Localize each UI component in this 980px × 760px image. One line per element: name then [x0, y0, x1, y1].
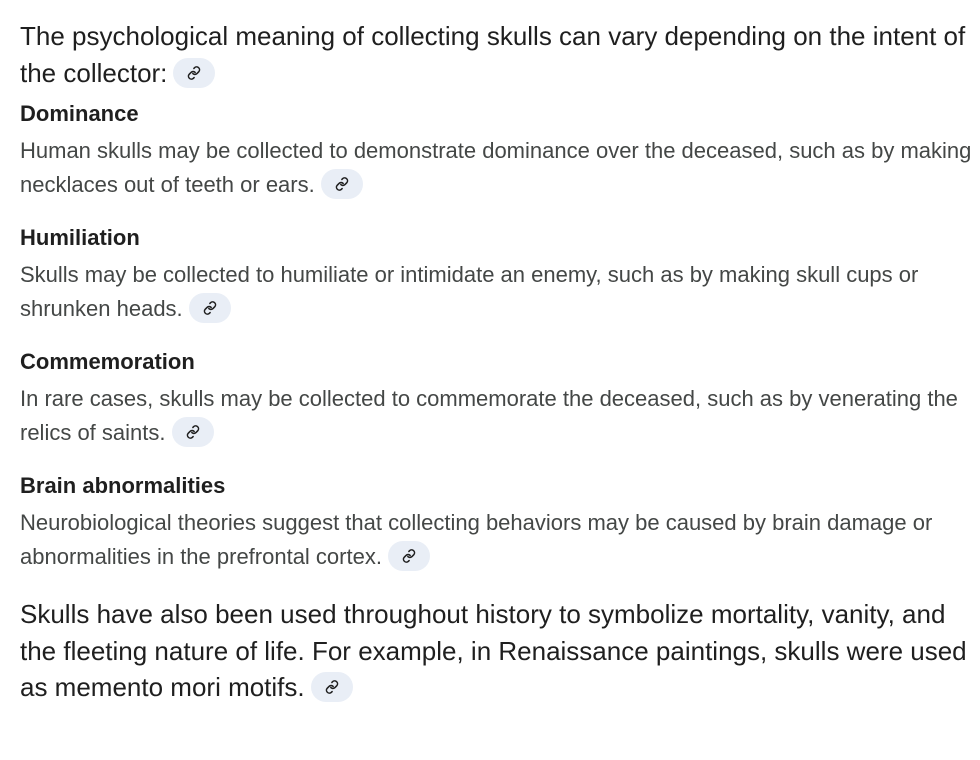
section-body-text: Human skulls may be collected to demonstrate dominance over the deceased, such as by making necklaces out of teeth or ears.: [20, 138, 972, 197]
source-link-button[interactable]: [311, 672, 353, 702]
link-icon: [402, 549, 416, 563]
link-icon: [186, 425, 200, 439]
section-body-text: Neurobiological theories suggest that collecting behaviors may be caused by brain damage or abnormalities in the prefrontal cortex.: [20, 510, 933, 569]
response-content: [20, 18, 980, 706]
section-title: Brain abnormalities: [20, 473, 226, 498]
section-commemoration: [20, 348, 980, 450]
section-brain-abnormalities: [20, 472, 980, 574]
source-link-button[interactable]: [172, 417, 214, 447]
link-icon: [203, 301, 217, 315]
section-body: [20, 506, 980, 574]
section-title: Dominance: [20, 101, 139, 126]
section-body-text: Skulls may be collected to humiliate or intimidate an enemy, such as by making skull cups or shrunken heads.: [20, 262, 919, 321]
intro-paragraph: [20, 18, 980, 92]
source-link-button[interactable]: [388, 541, 430, 571]
source-link-button[interactable]: [189, 293, 231, 323]
intro-text: The psychological meaning of collecting skulls can vary depending on the intent of the collector:: [20, 21, 966, 88]
section-body: [20, 134, 980, 202]
link-icon: [335, 177, 349, 191]
section-dominance: [20, 100, 980, 202]
link-icon: [187, 66, 201, 80]
link-icon: [325, 680, 339, 694]
section-body: [20, 258, 980, 326]
section-body-text: In rare cases, skulls may be collected to commemorate the deceased, such as by venerating the relics of saints.: [20, 386, 958, 445]
section-title: Commemoration: [20, 349, 195, 374]
section-body: [20, 382, 980, 450]
closing-text: Skulls have also been used throughout history to symbolize mortality, vanity, and the fleeting nature of life. For example, in Renaissance paintings, skulls were used as memento mori motifs.: [20, 599, 967, 702]
section-humiliation: [20, 224, 980, 326]
section-title: Humiliation: [20, 225, 140, 250]
closing-paragraph: [20, 596, 980, 706]
source-link-button[interactable]: [173, 58, 215, 88]
source-link-button[interactable]: [321, 169, 363, 199]
